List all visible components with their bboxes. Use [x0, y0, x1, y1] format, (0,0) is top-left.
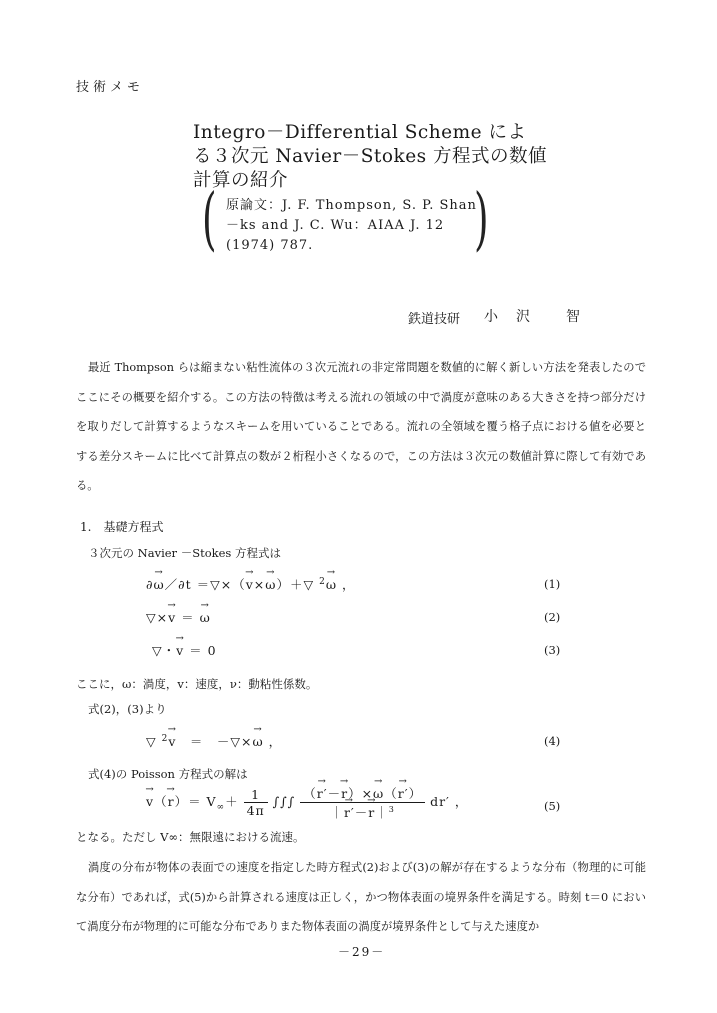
reference-line-1: 原論文：J. F. Thompson, S. P. Shan — [226, 198, 477, 213]
reference-right-paren: ) — [473, 180, 489, 259]
reference-line-2: －ks and J. C. Wu：AIAA J. 12 — [226, 218, 445, 233]
author-affiliation: 鉄道技研 — [408, 312, 461, 327]
equation-number-3: (3) — [544, 643, 561, 657]
equation-number-4: (4) — [544, 734, 561, 748]
equation-number-1: (1) — [544, 577, 561, 591]
title-line-2: る３次元 Navier－Stokes 方程式の数値 — [193, 146, 548, 167]
one-over-four-pi: $\frac{1}{4\pi}$ — [244, 787, 268, 818]
freestream-note: となる。ただし V∞：無限遠における流速。 — [76, 830, 305, 844]
author-given-name: 智 — [566, 309, 580, 325]
title-line-1: Integro－Differential Scheme によ — [193, 122, 527, 143]
body-paragraph: 渦度の分布が物体の表面での速度を指定した時方程式(2)および(3)の解が存在するような分布（物理的に可能な分布）であれば，式(5)から計算される速度は正しく，かつ物体表面の境界条件を満足する。時刻 t＝0 において渦度分布が物理的に可能な分布でありまた物体表面の渦度が境界条件として与えた速度か — [76, 861, 646, 933]
title-line-3: 計算の紹介 — [193, 170, 289, 191]
equation-2: ▽×→ v ＝ → ω — [146, 608, 211, 626]
equation-number-5: (5) — [544, 799, 561, 813]
author-name: 小沢 — [484, 309, 548, 325]
equation-3: ▽・→ v ＝ 0 — [152, 641, 217, 659]
equation-5: → $v(\to r)= V_\infty+$ $\frac{1}{4\pi}$ ∫∫∫ $\frac{(\to r'-\to r)\times\to \omega(\to r')}{|\to r'-\to r|^3}$ dr′ ， — [146, 784, 468, 821]
equation-4: ▽ $^2$→ v ＝ －▽×→ ω ， — [146, 732, 282, 750]
reference-left-paren: ( — [201, 180, 217, 259]
poisson-intro: 式(4)の Poisson 方程式の解は — [88, 767, 248, 781]
equation-1: ∂→ ω／∂t ＝▽×（→ v×→ ω）＋▽ $^2$→ ω ， — [146, 575, 356, 593]
article-title — [193, 121, 547, 193]
derivation-note: 式(2)，(3)より — [88, 702, 167, 716]
original-reference — [226, 196, 477, 256]
symbol-definitions: ここに，ω：渦度，v：速度，ν：動粘性係数。 — [76, 677, 318, 691]
equation-number-2: (2) — [544, 610, 561, 624]
section-heading: 1. 基礎方程式 — [80, 520, 164, 534]
navier-stokes-intro: ３次元の Navier －Stokes 方程式は — [88, 546, 281, 560]
section-label: 技術メモ — [76, 80, 145, 95]
page-number: －29－ — [338, 945, 386, 959]
intro-paragraph: 最近 Thompson らは縮まない粘性流体の３次元流れの非定常問題を数値的に解く新しい方法を発表したのでここにその概要を紹介する。この方法の特徴は考える流れの領域の中で渦度が意味のある大きさを持つ部分だけを取りだして計算するようなスキームを用いていることである。流れの全領域を覆う格子点における値を必要とする差分スキームに比べて計算点の数が２桁程小さくなるので，この方法は３次元の数値計算に際して有効である。 — [76, 361, 646, 492]
biot-savart-integrand: $\frac{(\to r'-\to r)\times\to \omega(\to r')}{|\to r'-\to r|^3}$ — [300, 784, 425, 821]
reference-line-3: (1974) 787. — [226, 238, 314, 253]
